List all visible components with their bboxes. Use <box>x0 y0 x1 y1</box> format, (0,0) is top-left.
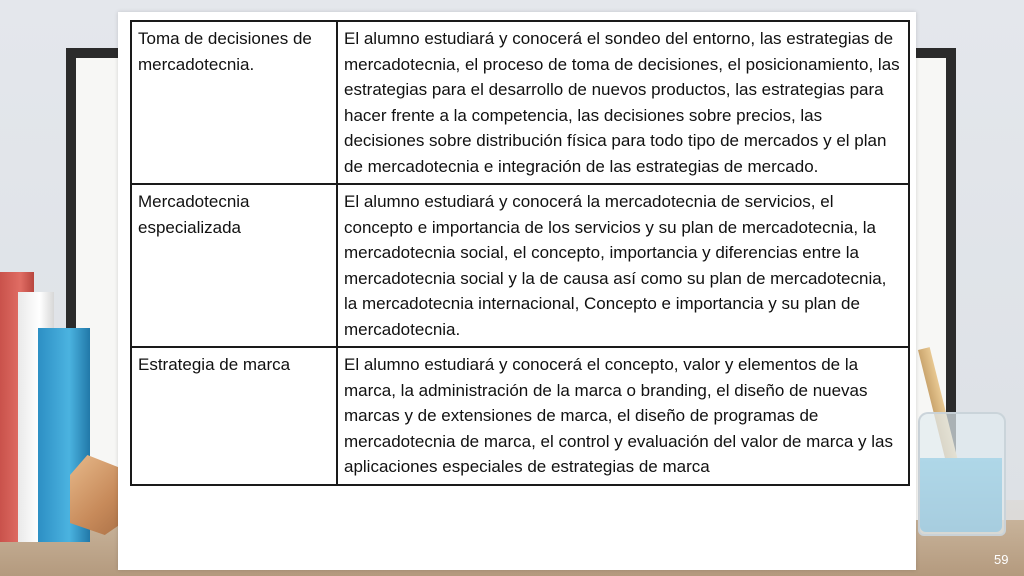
document-page <box>118 12 916 570</box>
slide-page-number: 59 <box>994 552 1009 567</box>
table-row <box>131 347 909 485</box>
description-cell: El alumno estudiará y conocerá la mercadotecnia de servicios, el concepto e importancia de los servicios y su plan de mercadotecnia, la mercadotecnia social, el concepto, importancia y diferencias entre la mercadotecnia social y la de causa así como su plan de mercadotecnia, la mercadotecnia internacional, Concepto e importancia y su plan de mercadotecnia. <box>337 184 909 347</box>
table-row <box>131 184 909 347</box>
decor-glass-jar <box>918 412 1006 536</box>
topic-cell: Mercadotecnia especializada <box>131 184 337 347</box>
topic-cell: Toma de decisiones de mercadotecnia. <box>131 21 337 184</box>
description-cell: El alumno estudiará y conocerá el sondeo del entorno, las estrategias de mercadotecnia, el proceso de toma de decisiones, el posicionamiento, las estrategias para el desarrollo de nuevos productos, las estrategias para hacer frente a la competencia, las decisiones sobre precios, las decisiones sobre distribución física para todo tipo de mercados y el plan de mercadotecnia e integración de las estrategias de mercado. <box>337 21 909 184</box>
table-row <box>131 21 909 184</box>
syllabus-table <box>130 20 910 486</box>
topic-cell: Estrategia de marca <box>131 347 337 485</box>
description-cell: El alumno estudiará y conocerá el concepto, valor y elementos de la marca, la administración de la marca o branding, el diseño de nuevas marcas y de extensiones de marca, el diseño de programas de mercadotecnia de marca, el control y evaluación del valor de marca y las aplicaciones especiales de estrategias de marca <box>337 347 909 485</box>
